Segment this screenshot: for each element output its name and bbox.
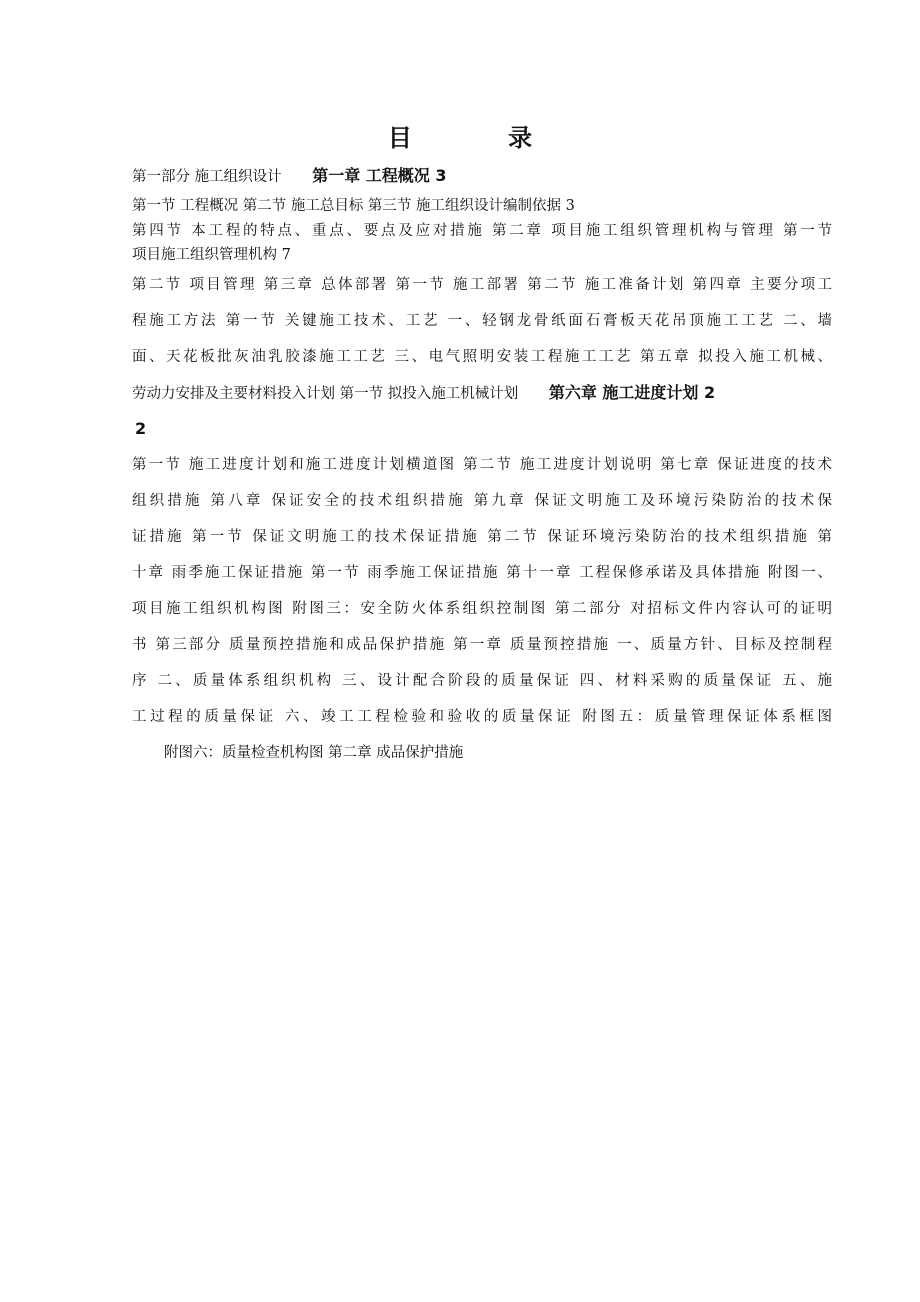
toc-line: 面、天花板批灰油乳胶漆施工工艺 三、电气照明安装工程施工工艺 第五章 拟投入施工机械、 bbox=[132, 349, 832, 365]
toc-line: 第二节 项目管理 第三章 总体部署 第一节 施工部署 第二节 施工准备计划 第四章 主要分项工 bbox=[132, 277, 832, 293]
toc-line: 项目施工组织管理机构 7 bbox=[132, 247, 291, 263]
toc-line: 十章 雨季施工保证措施 第一节 雨季施工保证措施 第十一章 工程保修承诺及具体措施 附图一、 bbox=[132, 565, 832, 581]
toc-line: 序 二、质量体系组织机构 三、设计配合阶段的质量保证 四、材料采购的质量保证 五、施 bbox=[132, 673, 832, 689]
toc-line: 第一节 施工进度计划和施工进度计划横道图 第二节 施工进度计划说明 第七章 保证进度的技术 bbox=[132, 457, 832, 473]
toc-line: 书 第三部分 质量预控措施和成品保护措施 第一章 质量预控措施 一、质量方针、目标及控制程 bbox=[132, 637, 832, 653]
toc-line bbox=[132, 166, 447, 187]
toc-line: 项目施工组织机构图 附图三：安全防火体系组织控制图 第二部分 对招标文件内容认可的证明 bbox=[132, 601, 832, 617]
toc-text: 第一部分 施工组织设计 bbox=[132, 169, 282, 185]
toc-line bbox=[132, 383, 715, 404]
toc-page-number: 2 bbox=[135, 419, 147, 438]
toc-line: 组织措施 第八章 保证安全的技术组织措施 第九章 保证文明施工及环境污染防治的技术保 bbox=[132, 493, 832, 509]
toc-chapter-bold: 第一章 工程概况 3 bbox=[312, 166, 447, 185]
toc-line: 程施工方法 第一节 关键施工技术、工艺 一、轻钢龙骨纸面石膏板天花吊顶施工工艺 二、墙 bbox=[132, 313, 832, 329]
toc-chapter-bold: 第六章 施工进度计划 2 bbox=[548, 383, 716, 402]
toc-line: 第一节 工程概况 第二节 施工总目标 第三节 施工组织设计编制依据 3 bbox=[132, 198, 575, 214]
toc-text: 劳动力安排及主要材料投入计划 第一节 拟投入施工机械计划 bbox=[132, 386, 519, 402]
toc-line: 第四节 本工程的特点、重点、要点及应对措施 第二章 项目施工组织管理机构与管理 第一节 bbox=[132, 223, 832, 239]
page-title: 目 录 bbox=[387, 123, 577, 152]
toc-line: 工过程的质量保证 六、竣工工程检验和验收的质量保证 附图五：质量管理保证体系框图 bbox=[132, 709, 832, 725]
toc-line: 附图六：质量检查机构图 第二章 成品保护措施 bbox=[164, 745, 464, 761]
toc-line: 证措施 第一节 保证文明施工的技术保证措施 第二节 保证环境污染防治的技术组织措施 第 bbox=[132, 529, 832, 545]
